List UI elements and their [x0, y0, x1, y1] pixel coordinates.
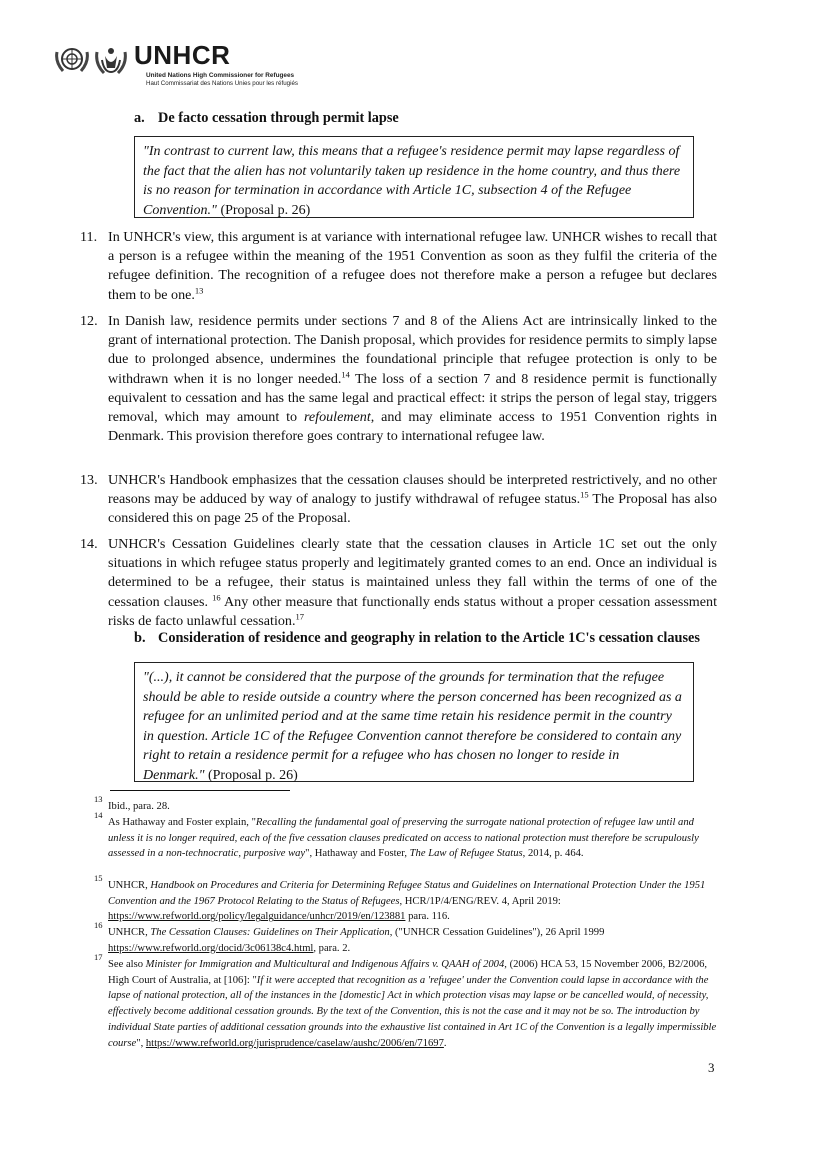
- footnote-text: See also: [108, 959, 146, 970]
- footnote-link[interactable]: https://www.refworld.org/policy/legalguidance/unhcr/2019/en/123881: [108, 911, 406, 923]
- footnote-text: ", Hathaway and Foster,: [305, 848, 410, 860]
- quote-box-b: [134, 662, 694, 782]
- footnote-divider: [110, 790, 290, 791]
- footnote-text: ",: [136, 1037, 146, 1049]
- footnote-17: 17 See also Minister for Immigration and Multicultural and Indigenous Affairs v. QAAH of 2004, (2006) HCA 53, 15 November 2006, B2/2006, High Court of Australia, at [106]: "If it were accepted that recognition as a 'refugee' under the Convention could lapse in accordance with the lapse of national protection, all of the instances in the [domestic] Act in which protection visas may lapse or be cancelled would, of necessity, effectively become additional cessation grounds. By the text of the Convention, this is not the case and it may not be so. The introduction by individual State parties of additional cessation grounds into the exhaustive list contained in Art 1C of the Convention is a legally impermissible course", https://www.refworld.org/jurisprudence/caselaw/aushc/2006/en/71697.: [94, 952, 717, 1049]
- section-b-label: b.: [134, 630, 146, 646]
- paragraph-text: Any other measure that functionally ends status without a proper cessation assessment risks de facto unlawful cessation.: [108, 593, 717, 629]
- footnote-link[interactable]: https://www.refworld.org/docid/3c06138c4.html: [108, 942, 314, 954]
- footnote-title: The Cessation Clauses: Guidelines on Their Application: [150, 927, 390, 938]
- paragraph-14: [80, 535, 717, 631]
- paragraph-text: The Proposal has also considered this on page 25 of the Proposal.: [108, 491, 717, 527]
- footnote-15: 15 UNHCR, Handbook on Procedures and Criteria for Determining Refugee Status and Guidelines on International Protection Under the 1951 Convention and the 1967 Protocol Relating to the Status of Refugees, HCR/1P/4/ENG/REV. 4, April 2019: https://www.refworld.org/policy/legalguidance/unhcr/2019/en/123881 para. 116.: [94, 873, 706, 923]
- section-b-heading: [134, 630, 700, 647]
- paragraph-text: UNHCR's Handbook emphasizes that the cessation clauses should be interpreted restrictively, and no other reasons may be adduced by way of analogy to justify withdrawal of refugee status.: [108, 472, 717, 508]
- footnote-case-name: Minister for Immigration and Multicultural and Indigenous Affairs v. QAAH of 2004: [145, 959, 505, 970]
- section-a-label: a.: [134, 110, 145, 126]
- section-b-title: Consideration of residence and geography in relation to the Article 1C's cessation clauses: [158, 630, 700, 646]
- footnote-ref[interactable]: 17: [295, 611, 304, 622]
- un-emblem-icon: [54, 44, 90, 76]
- section-a-title: De facto cessation through permit lapse: [158, 110, 399, 126]
- footnote-ref[interactable]: 16: [212, 591, 221, 602]
- quote-a-ref: (Proposal p. 26): [220, 202, 311, 218]
- unhcr-hands-emblem-icon: [94, 42, 128, 76]
- footnote-text: , para. 2.: [313, 942, 351, 954]
- quote-a-text: "In contrast to current law, this means that a refugee's residence permit may lapse regardless of the fact that the alien has not voluntarily taken up residence in the home country, and thus there is no reason for termination in accordance with Article 1C, subsection 4 of the Refugee Convention.": [143, 144, 681, 218]
- footnote-text: para. 116.: [405, 911, 450, 923]
- paragraph-text: The loss of a section 7 and 8 residence permit is functionally equivalent to cessation and has the same legal and practical effect: it strips the person of legal stay, triggers removal, which may amount to: [108, 370, 717, 426]
- footnote-text: .: [443, 1037, 447, 1049]
- paragraph-number: 12.: [80, 313, 98, 329]
- brand-wordmark: UNHCR: [134, 40, 231, 70]
- footnote-ref[interactable]: 14: [341, 368, 350, 379]
- paragraph-text: In Danish law, residence permits under sections 7 and 8 of the Aliens Act are intrinsically linked to the grant of international protection. The Danish proposal, which provides for residence permits to simply lapse due to prolonged absence, undermines the foundational principle that refugee protection is only to be withdrawn when it is no longer needed.: [108, 313, 717, 387]
- section-a-heading: [134, 110, 399, 127]
- brand-subtitle-fr: Haut Commissariat des Nations Unies pour les réfugiés: [146, 80, 299, 87]
- footnote-text: , ("UNHCR Cessation Guidelines"), 26 April 1999: [389, 927, 605, 938]
- paragraph-13: [80, 471, 717, 529]
- page-number: 3: [708, 1060, 715, 1075]
- unhcr-header: [54, 42, 374, 92]
- paragraph-text: UNHCR's Cessation Guidelines clearly state that the cessation clauses in Article 1C set out the only situations in which refugee status properly and legitimately granted comes to an end. Once an individual is determined to be a refugee, their status is maintained unless they fall within the terms of one of the cessation clauses.: [108, 536, 717, 610]
- footnote-text: UNHCR,: [108, 880, 151, 891]
- footnote-13: 13 Ibid., para. 28.: [94, 794, 170, 812]
- footnote-text: , HCR/1P/4/ENG/REV. 4, April 2019:: [399, 895, 561, 907]
- brand-subtitle-en: United Nations High Commissioner for Refugees: [146, 72, 295, 79]
- quote-b-text: "(...), it cannot be considered that the purpose of the grounds for termination that the refugee should be able to reside outside a country where the person concerned has been recognized as a refugee for an unlimited period and at the same time retain his residence permit in the country in question. Article 1C of the Refugee Convention cannot therefore be considered to contain any right to retain a residence permit for a refugee who has chosen no longer to reside in Denmark.": [143, 670, 682, 783]
- paragraph-12: [80, 312, 718, 446]
- footnote-text: , (2006) HCA 53, 15 November 2006, B2/2006, High Court of Australia, at [106]: ": [108, 959, 708, 986]
- paragraph-number: 14.: [80, 536, 98, 552]
- paragraph-11: [80, 228, 717, 305]
- quote-box-a: [134, 136, 694, 218]
- footnote-link[interactable]: https://www.refworld.org/jurisprudence/caselaw/aushc/2006/en/71697: [145, 1037, 444, 1049]
- footnote-title: The Law of Refugee Status: [409, 848, 523, 860]
- footnote-text: UNHCR,: [108, 927, 151, 938]
- footnote-text: Ibid., para. 28.: [108, 801, 170, 812]
- footnote-14: 14 As Hathaway and Foster explain, "Recalling the fundamental goal of preserving the surrogate national protection of refugee law until and unless it is no longer required, each of the five cessation clauses predicated on access to national protection must therefore be scrupulously assessed in a non-technocratic, purposive way", Hathaway and Foster, The Law of Refugee Status, 2014, p. 464.: [94, 810, 699, 860]
- paragraph-italic: refoulement: [303, 409, 371, 426]
- footnote-ref[interactable]: 13: [194, 284, 204, 295]
- paragraph-number: 13.: [80, 472, 98, 488]
- footnote-quote: Recalling the fundamental goal of preserving the surrogate national protection of refugee law until and unless it is no longer required, each of the five cessation clauses predicated on access to national protection must therefore be scrupulously assessed in a non-technocratic, purposive way: [108, 817, 699, 860]
- footnote-text: As Hathaway and Foster explain, ": [108, 817, 256, 828]
- paragraph-number: 11.: [80, 229, 98, 245]
- quote-b-ref: (Proposal p. 26): [207, 767, 298, 783]
- footnote-16: 16 UNHCR, The Cessation Clauses: Guidelines on Their Application, ("UNHCR Cessation Guidelines"), 26 April 1999 https://www.refworld.org/docid/3c06138c4.html, para. 2.: [94, 920, 605, 954]
- footnote-ref[interactable]: 15: [580, 489, 589, 500]
- paragraph-text: , and may eliminate access to 1951 Convention rights in Denmark. This provision therefore goes contrary to international refugee law.: [108, 409, 718, 445]
- paragraph-text: In UNHCR's view, this argument is at variance with international refugee law. UNHCR wishes to recall that a person is a refugee within the meaning of the 1951 Convention as soon as they fulfil the criteria of the refugee definition. The recognition of a refugee does not therefore make a person a refugee but declares them to be one.: [108, 229, 717, 303]
- footnote-text: , 2014, p. 464.: [522, 848, 584, 860]
- footnote-quote: If it were accepted that recognition as a 'refugee' under the Convention could lapse in accordance with the lapse of national protection, all of the instances in the [domestic] Act in which protection visas may lapse or be cancelled would, of necessity, effectively become additional cessation grounds. By the text of the Convention, this is not the case and it may not be so. The introduction by individual State parties of additional cessation grounds into the exhaustive list contained in Art 1C of the Convention is a legally impermissible course: [108, 974, 717, 1049]
- footnote-title: Handbook on Procedures and Criteria for Determining Refugee Status and Guidelines on International Protection Under the 1951 Convention and the 1967 Protocol Relating to the Status of Refugees: [108, 880, 706, 907]
